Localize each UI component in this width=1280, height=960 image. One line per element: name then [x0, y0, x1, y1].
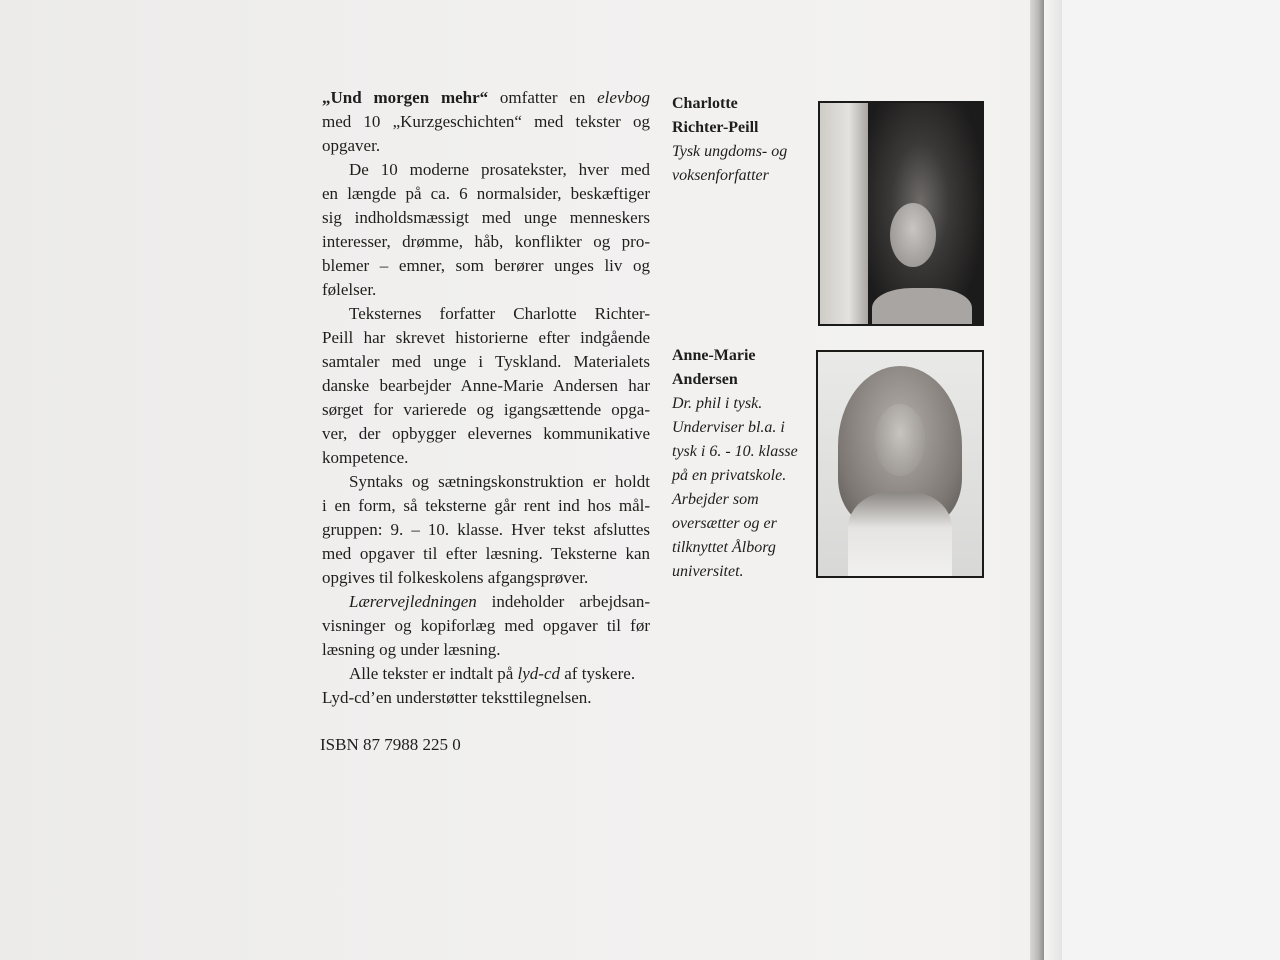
- author-name: Richter-Peill: [672, 119, 759, 136]
- book-page-edge: [1030, 0, 1044, 960]
- text-line: [322, 494, 650, 518]
- curtain: [820, 103, 868, 324]
- text-segment: interesser, drømme, håb, konflikter og pro-: [322, 232, 650, 251]
- text-line: [322, 398, 650, 422]
- text-segment: ver, der opbygger elevernes kommunikative: [322, 424, 650, 443]
- book-cover-edge: [1044, 0, 1062, 960]
- text-line: [322, 86, 650, 110]
- shoulders: [848, 492, 952, 578]
- text-line: [322, 326, 650, 350]
- text-segment: omfatter en: [488, 88, 598, 107]
- text-segment: sig indholdsmæssigt med unge menneskers: [322, 208, 650, 227]
- text-segment: følelser.: [322, 280, 377, 299]
- text-segment: en længde på ca. 6 normalsider, beskæftiger: [322, 184, 650, 203]
- text-line: [322, 110, 650, 134]
- text-line: [322, 542, 650, 566]
- text-segment: blemer – emner, som berører unges liv og: [322, 256, 650, 275]
- text-line: [322, 374, 650, 398]
- text-segment: Syntaks og sætningskonstruktion er holdt: [349, 472, 650, 491]
- face: [890, 203, 936, 267]
- isbn: ISBN 87 7988 225 0: [320, 735, 461, 754]
- author-bio: voksenforfatter: [672, 167, 769, 184]
- text-line: [322, 422, 650, 446]
- text-segment: Alle tekster er indtalt på: [349, 664, 518, 683]
- text-segment: med 10 „Kurzgeschichten“ med tekster og: [322, 112, 650, 131]
- italic-text: lyd-cd: [517, 664, 561, 683]
- text-segment: med opgaver til efter læsning. Teksterne kan: [322, 544, 650, 563]
- text-segment: De 10 moderne prosatekster, hver med: [349, 160, 650, 179]
- text-line: [322, 278, 650, 302]
- author-bio: tilknyttet Ålborg: [672, 539, 776, 556]
- text-segment: samtaler med unge i Tyskland. Materialets: [322, 352, 650, 371]
- shoulders: [872, 288, 972, 326]
- text-line: [322, 206, 650, 230]
- text-line: [322, 518, 650, 542]
- author-name: Anne-Marie: [672, 347, 756, 364]
- text-segment: Lyd-cd’en understøtter teksttilegnelsen.: [322, 688, 592, 707]
- text-segment: af tyskere.: [560, 664, 636, 683]
- text-segment: danske bearbejder Anne-Marie Andersen har: [322, 376, 650, 395]
- author-photo-charlotte: [818, 101, 984, 326]
- text-segment: indeholder arbejdsan-: [476, 592, 650, 611]
- face: [875, 404, 925, 476]
- italic-text: Lærervejledningen: [349, 592, 477, 611]
- author-photo-anne-marie: [816, 350, 984, 578]
- text-line: [322, 446, 650, 470]
- text-segment: i en form, så teksterne går rent ind hos mål-: [322, 496, 650, 515]
- text-line: [322, 350, 650, 374]
- text-line: [322, 662, 650, 686]
- bold-text: „Und morgen mehr“: [322, 88, 489, 107]
- text-segment: sørget for varierede og igangsættende opga-: [322, 400, 650, 419]
- text-line: [322, 254, 650, 278]
- text-segment: Teksternes forfatter Charlotte Richter-: [349, 304, 650, 323]
- text-line: [322, 230, 650, 254]
- text-segment: Peill har skrevet historierne efter indgående: [322, 328, 650, 347]
- author-bio: oversætter og er: [672, 515, 777, 532]
- author-name: Andersen: [672, 371, 738, 388]
- text-segment: kompetence.: [322, 448, 409, 467]
- text-segment: visninger og kopiforlæg med opgaver til før: [322, 616, 650, 635]
- author-bio: Arbejder som: [672, 491, 759, 508]
- text-line: [322, 134, 650, 158]
- text-segment: opgives til folkeskolens afgangsprøver.: [322, 568, 589, 587]
- author-bio: universitet.: [672, 563, 744, 580]
- author-bio: tysk i 6. - 10. klasse: [672, 443, 798, 460]
- text-segment: gruppen: 9. – 10. klasse. Hver tekst afsluttes: [322, 520, 650, 539]
- text-segment: læsning og under læsning.: [322, 640, 501, 659]
- author-name: Charlotte: [672, 95, 738, 112]
- author-bio: på en privatskole.: [672, 467, 787, 484]
- text-line: [322, 182, 650, 206]
- text-segment: opgaver.: [322, 136, 381, 155]
- author-anne-marie-andersen: [672, 344, 812, 584]
- author-bio: Dr. phil i tysk.: [672, 395, 763, 412]
- text-line: [322, 590, 650, 614]
- text-line: [322, 302, 650, 326]
- author-bio: Underviser bl.a. i: [672, 419, 785, 436]
- text-line: [322, 686, 650, 710]
- text-line: [322, 614, 650, 638]
- description-text: [322, 86, 650, 710]
- text-line: [322, 158, 650, 182]
- author-charlotte-richter-peill: [672, 92, 812, 188]
- text-line: [322, 638, 650, 662]
- text-line: [322, 470, 650, 494]
- author-bio: Tysk ungdoms- og: [672, 143, 788, 160]
- italic-text: elevbog: [597, 88, 650, 107]
- text-line: [322, 566, 650, 590]
- background-surface: [1062, 0, 1280, 960]
